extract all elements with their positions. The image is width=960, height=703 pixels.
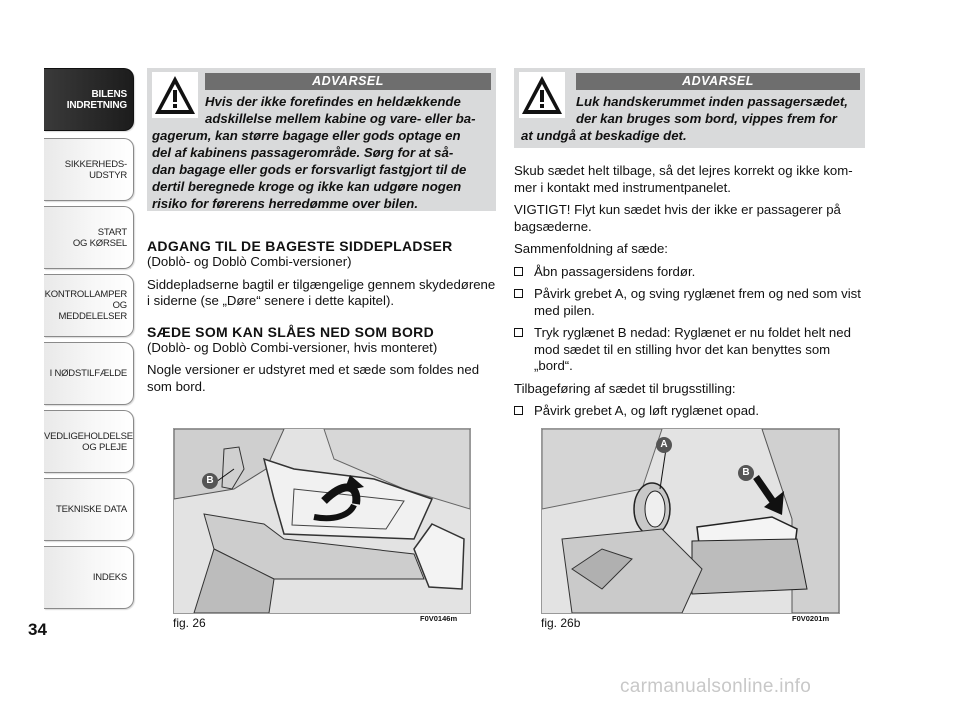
section-subtitle: (Doblò- og Doblò Combi-versioner, hvis monteret) bbox=[147, 339, 438, 355]
chapter-tab-label: TEKNISKE DATA bbox=[56, 504, 127, 515]
chapter-tab[interactable] bbox=[44, 478, 134, 541]
figure-caption: fig. 26 bbox=[173, 616, 206, 630]
chapter-tab-label: INDEKS bbox=[92, 572, 127, 583]
warning-icon bbox=[152, 72, 198, 118]
callout-b: B bbox=[202, 473, 218, 489]
chapter-tab[interactable] bbox=[44, 410, 134, 473]
chapter-tab-label: SIKKERHEDS- bbox=[64, 158, 127, 170]
figure-26b-illustration bbox=[541, 428, 840, 614]
checkbox-square-icon bbox=[514, 328, 523, 337]
warning-text-rest: at undgå at beskadige det. bbox=[521, 128, 687, 143]
chapter-tab-label: OG KØRSEL bbox=[72, 237, 127, 249]
warning-title-left: ADVARSEL bbox=[205, 73, 491, 90]
left-column bbox=[147, 238, 497, 395]
section-heading: SÆDE SOM KAN SLÅES NED SOM BORD bbox=[147, 323, 434, 340]
callout-b: B bbox=[738, 465, 754, 481]
chapter-tab[interactable] bbox=[44, 546, 134, 609]
callout-a: A bbox=[656, 437, 672, 453]
list-item: Åbn passagersidens fordør. bbox=[514, 264, 866, 281]
paragraph: Skub sædet helt tilbage, så det lejres korrekt og ikke kom- mer i kontakt med instrumentpanelet. bbox=[514, 163, 853, 195]
paragraph: Tilbageføring af sædet til brugsstilling: bbox=[514, 380, 736, 396]
chapter-tab-label: INDRETNING bbox=[66, 99, 127, 111]
paragraph: Sammenfoldning af sæde: bbox=[514, 241, 668, 256]
chapter-tab-label: OG MEDDELELSER bbox=[58, 300, 127, 322]
warning-box-right bbox=[514, 68, 865, 148]
chapter-tab[interactable] bbox=[44, 68, 134, 131]
paragraph: VIGTIGT! Flyt kun sædet hvis der ikke er passagerer på bagsæderne. bbox=[514, 202, 841, 234]
list-item: Påvirk grebet A, og løft ryglænet opad. bbox=[514, 403, 866, 420]
figure-26-illustration bbox=[173, 428, 471, 614]
figure-code: F0V0146m bbox=[420, 614, 458, 623]
figure-code: F0V0201m bbox=[792, 614, 830, 623]
chapter-tab-label: I NØDSTILFÆLDE bbox=[49, 368, 127, 379]
chapter-tab-label: OG PLEJE bbox=[82, 441, 127, 453]
chapter-tab-label: BILENS bbox=[91, 88, 127, 100]
figure-caption: fig. 26b bbox=[541, 616, 581, 630]
chapter-tab[interactable] bbox=[44, 138, 134, 201]
warning-text-line2: adskillelse mellem kabine og vare- eller ba- bbox=[205, 111, 476, 126]
list-item: Påvirk grebet A, og sving ryglænet frem og ned som vist med pilen. bbox=[514, 286, 866, 319]
section-subtitle: (Doblò- og Doblò Combi-versioner) bbox=[147, 254, 352, 269]
paragraph: Siddepladserne bagtil er tilgængelige gennem skydedørene i siderne (se „Døre“ senere i dette kapitel). bbox=[147, 276, 496, 308]
chapter-tab-label: UDSTYR bbox=[89, 169, 127, 181]
list-item: Tryk ryglænet B nedad: Ryglænet er nu foldet helt ned mod sædet til en stilling hvor det kan benyttes som „bord“. bbox=[514, 325, 866, 375]
right-column bbox=[514, 163, 866, 420]
checkbox-square-icon bbox=[514, 406, 523, 415]
warning-text-line1: Hvis der ikke forefindes en heldækkende bbox=[205, 94, 461, 109]
checkbox-square-icon bbox=[514, 289, 523, 298]
warning-text-rest: gagerum, kan større bagage eller gods optage en del af kabinens passagerområde. Sørg for at så- dan bagage eller gods er forsvarligt fastgjort til de dertil beregnede kroge og ikke kan udgøre nogen risiko for førerens herredømme over bilen. bbox=[152, 128, 467, 211]
warning-icon bbox=[519, 72, 565, 118]
paragraph: Nogle versioner er udstyret med et sæde som foldes ned som bord. bbox=[147, 362, 480, 394]
warning-text-line2: der kan bruges som bord, vippes frem for bbox=[576, 111, 837, 126]
chapter-tab[interactable] bbox=[44, 342, 134, 405]
watermark: carmanualsonline.info bbox=[620, 676, 812, 697]
section-heading: ADGANG TIL DE BAGESTE SIDDEPLADSER bbox=[147, 238, 453, 254]
chapter-tab[interactable] bbox=[44, 206, 134, 269]
chapter-tab-label: START bbox=[97, 226, 127, 238]
chapter-tab-label: VEDLIGEHOLDELSE bbox=[44, 430, 133, 442]
chapter-tab-label: KONTROLLAMPER bbox=[44, 289, 127, 300]
bullet-list bbox=[514, 264, 866, 375]
warning-text-line1: Luk handskerummet inden passagersædet, bbox=[576, 94, 848, 109]
checkbox-square-icon bbox=[514, 267, 523, 276]
warning-box-left bbox=[147, 68, 496, 211]
page-number: 34 bbox=[28, 620, 47, 639]
warning-title-right: ADVARSEL bbox=[576, 73, 860, 90]
chapter-tab[interactable] bbox=[44, 274, 134, 337]
